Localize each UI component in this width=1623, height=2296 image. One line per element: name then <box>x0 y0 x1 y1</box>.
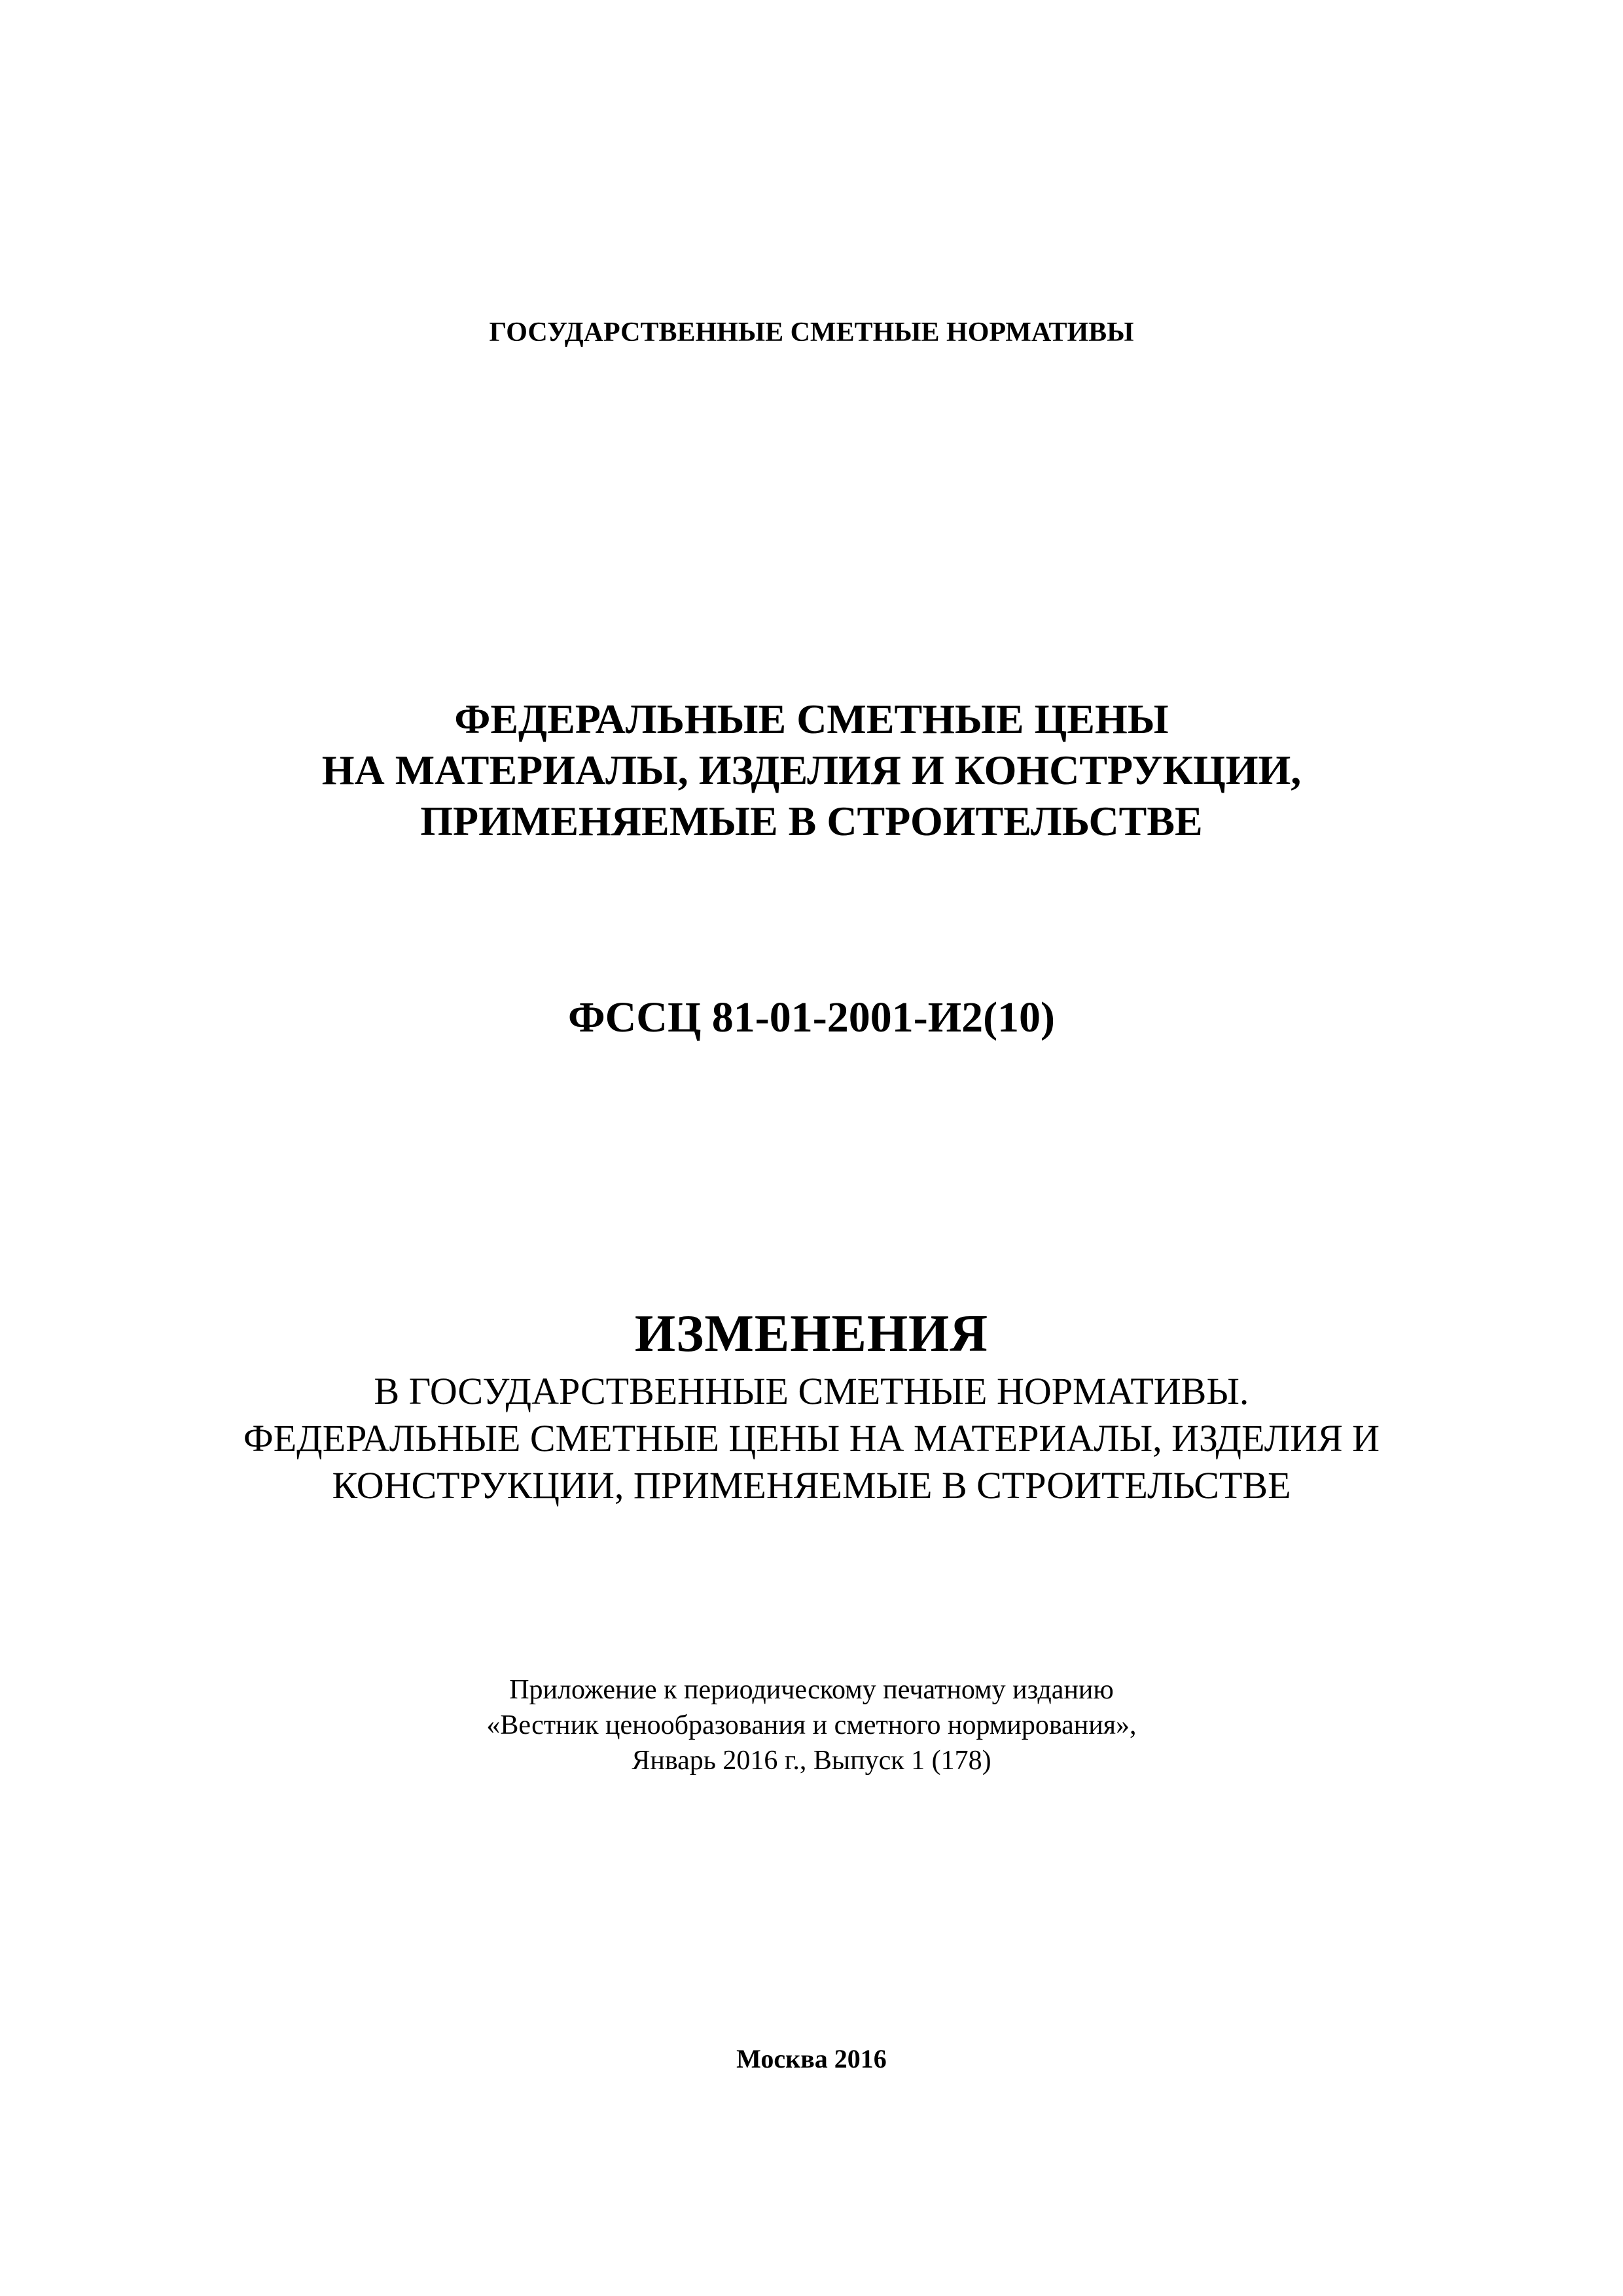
code-text: ФССЦ 81-01-2001-И2(10) <box>567 994 1056 1041</box>
title-line-1: ФЕДЕРАЛЬНЫЕ СМЕТНЫЕ ЦЕНЫ <box>454 696 1169 742</box>
changes-subtitle-line-2: ФЕДЕРАЛЬНЫЕ СМЕТНЫЕ ЦЕНЫ НА МАТЕРИАЛЫ, ИЗДЕЛИЯ И <box>243 1417 1380 1460</box>
document-title <box>0 694 1623 847</box>
header-text: ГОСУДАРСТВЕННЫЕ СМЕТНЫЕ НОРМАТИВЫ <box>489 317 1134 348</box>
appendix-line-1: Приложение к периодическому печатному изданию <box>509 1675 1114 1705</box>
appendix-line-2: «Вестник ценообразования и сметного нормирования», <box>486 1710 1137 1740</box>
changes-subtitle-line-3: КОНСТРУКЦИИ, ПРИМЕНЯЕМЫЕ В СТРОИТЕЛЬСТВЕ <box>332 1464 1291 1507</box>
title-line-2: НА МАТЕРИАЛЫ, ИЗДЕЛИЯ И КОНСТРУКЦИИ, <box>321 747 1302 793</box>
document-header <box>0 314 1623 351</box>
appendix-note <box>0 1672 1623 1778</box>
changes-subtitle-line-1: В ГОСУДАРСТВЕННЫЕ СМЕТНЫЕ НОРМАТИВЫ. <box>374 1370 1249 1412</box>
changes-heading <box>0 1302 1623 1365</box>
document-footer <box>0 2042 1623 2076</box>
footer-text: Москва 2016 <box>736 2044 887 2073</box>
changes-subtitle <box>0 1368 1623 1509</box>
document-code <box>0 992 1623 1044</box>
changes-heading-text: ИЗМЕНЕНИЯ <box>634 1305 989 1363</box>
title-line-3: ПРИМЕНЯЕМЫЕ В СТРОИТЕЛЬСТВЕ <box>420 798 1203 844</box>
appendix-line-3: Январь 2016 г., Выпуск 1 (178) <box>632 1746 991 1776</box>
